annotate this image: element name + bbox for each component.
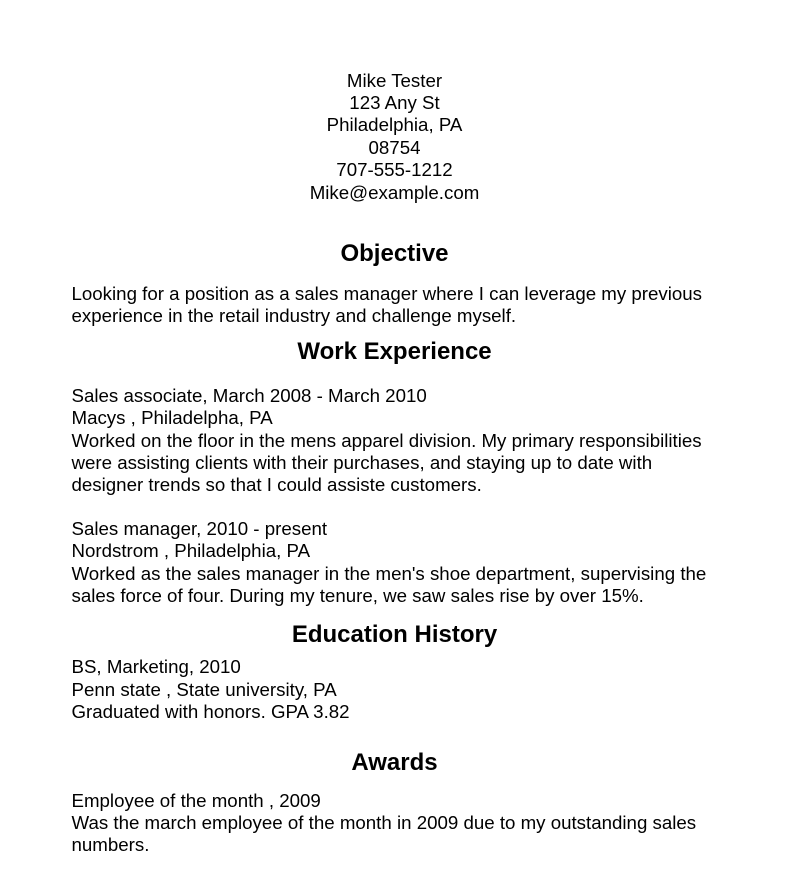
job-company-location: Macys , Philadelpha, PA xyxy=(71,407,273,429)
education-heading: Education History xyxy=(291,621,498,649)
contact-email: Mike@example.com xyxy=(309,181,480,203)
objective-text: Looking for a position as a sales manager where I can leverage my previous experience in the retail industry and challenge myself. xyxy=(71,282,703,327)
job-description: Worked as the sales manager in the men's shoe department, supervising the sales force of four. During my tenure, we saw sales rise by over 15%. xyxy=(71,562,707,606)
education-degree: BS, Marketing, 2010 xyxy=(71,656,241,678)
job-description: Worked on the floor in the mens apparel division. My primary responsibilities were assisting clients with their purchases, and staying up to date with designer trends so that I could assiste customers. xyxy=(71,429,702,496)
award-entry xyxy=(72,790,718,857)
job-company-location: Nordstrom , Philadelphia, PA xyxy=(71,540,311,562)
contact-street: 123 Any St xyxy=(349,91,440,113)
contact-city-state: Philadelphia, PA xyxy=(326,114,463,136)
objective-heading: Objective xyxy=(340,239,449,267)
education-notes: Graduated with honors. GPA 3.82 xyxy=(71,701,350,723)
education-school: Penn state , State university, PA xyxy=(71,678,337,700)
awards-heading: Awards xyxy=(351,748,438,776)
contact-zip: 08754 xyxy=(368,136,421,158)
work-experience-heading: Work Experience xyxy=(297,338,492,366)
job-entry xyxy=(72,385,718,497)
job-title-dates: Sales manager, 2010 - present xyxy=(71,517,328,539)
job-title-dates: Sales associate, March 2008 - March 2010 xyxy=(71,384,427,406)
resume-page xyxy=(72,0,718,888)
education-entry xyxy=(72,656,718,723)
contact-phone: 707-555-1212 xyxy=(336,159,453,181)
job-entry xyxy=(72,518,718,608)
award-description: Was the march employee of the month in 2009 due to my outstanding sales numbers. xyxy=(71,812,697,856)
award-title: Employee of the month , 2009 xyxy=(71,789,321,811)
contact-block xyxy=(72,70,718,204)
contact-name: Mike Tester xyxy=(346,69,443,91)
